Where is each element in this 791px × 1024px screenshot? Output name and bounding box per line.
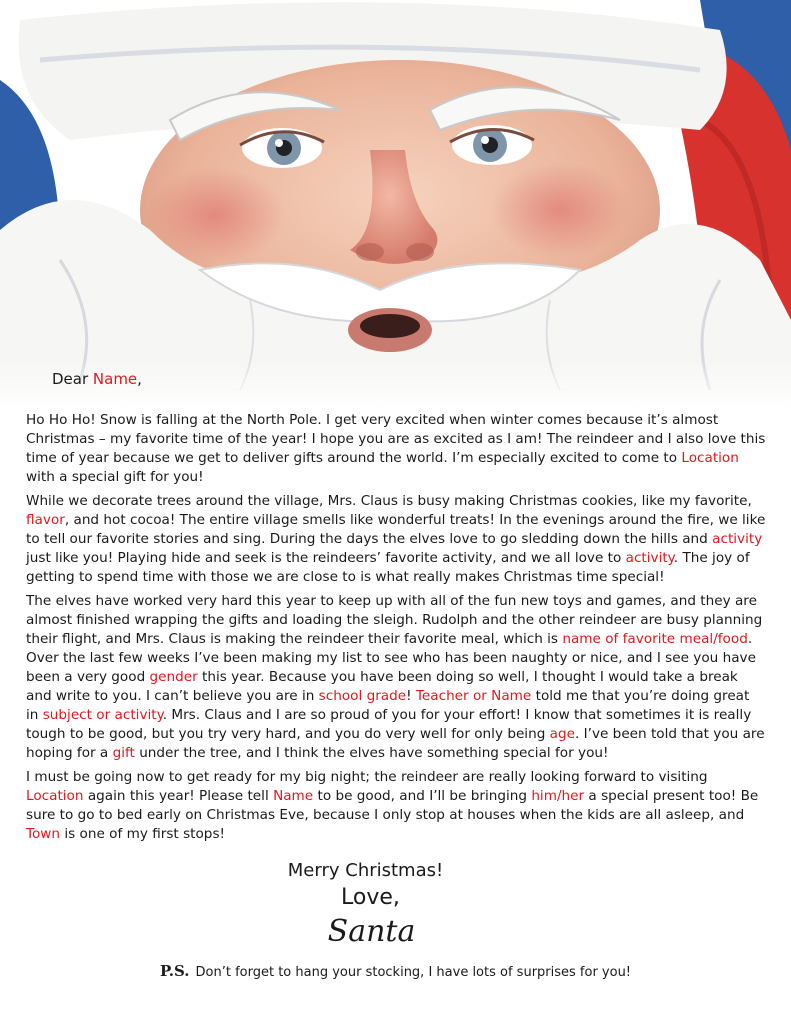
paragraph-text: just like you! Playing hide and seek is the reindeers’ favorite activity, and we all love to [26,550,626,566]
paragraph-text: a special present too! Be sure to go to bed early on Christmas Eve, because I only stop at houses when the kids are all asleep, and [26,788,759,823]
placeholder-text: him/her [531,788,585,804]
placeholder-text: gender [149,669,198,685]
postscript [0,962,791,980]
santa-portrait-illustration [0,0,791,410]
paragraph-text: . The joy of getting to spend time with those we are close to is what really makes Christmas time special! [26,550,750,585]
paragraph-text: this year. Because you have been doing so well, I thought I would take a break and write to you. I can’t believe you are in [26,669,738,704]
placeholder-text: age [549,726,575,742]
placeholder-text: Teacher or Name [415,688,532,704]
placeholder-text: name of favorite meal/food [562,631,748,647]
greeting [52,370,766,389]
greeting-name-placeholder: Name [92,370,138,388]
closing [0,858,791,952]
placeholder-text: activity [625,550,674,566]
paragraph-text: again this year! Please tell [83,788,274,804]
closing-love: Love, [341,885,400,910]
paragraph-text: told me that you’re doing great in [26,688,750,723]
closing-merry-christmas: Merry Christmas! [287,860,444,881]
paragraph-text: is one of my first stops! [60,826,225,842]
ps-text: Don’t forget to hang your stocking, I have lots of surprises for you! [195,965,632,980]
letter-paragraph [26,768,766,844]
placeholder-text: flavor [26,512,65,528]
paragraph-text: . Mrs. Claus and I are so proud of you for your effort! I know that sometimes it is really tough to be good, but you try very hard, and you do very well for only being [26,707,752,742]
letter-paragraph [26,592,766,763]
placeholder-text: Location [26,788,84,804]
placeholder-text: Name [273,788,314,804]
placeholder-text: subject or activity [42,707,163,723]
paragraph-text: . I’ve been told that you are hoping for a [26,726,765,761]
placeholder-text: Town [26,826,61,842]
ps-label: P.S. [159,962,190,980]
placeholder-text: Location [681,450,739,466]
letter-body [26,370,766,849]
placeholder-text: activity [712,531,763,547]
signature: Santa [327,914,416,949]
letter-paragraph [26,411,766,487]
paragraph-text: , and hot cocoa! The entire village smells like wonderful treats! In the evenings around the fire, we like to tell our favorite stories and sing. During the days the elves love to go sledding down the hills and [26,512,766,547]
paragraph-text: to be good, and I’ll be bringing [313,788,532,804]
placeholder-text: gift [112,745,135,761]
paragraph-text: under the tree, and I think the elves have something special for you! [134,745,609,761]
greeting-prefix: Dear [52,370,93,388]
letter-paragraph [26,492,766,587]
placeholder-text: school grade [318,688,407,704]
paragraph-text: Ho Ho Ho! Snow is falling at the North Pole. I get very excited when winter comes because it’s almost Christmas – my favorite time of the year! I hope you are as excited as I am! The reindeer and I also love this time of year because we get to deliver gifts around the world. I’m especially excited to come to [26,412,766,466]
paragraph-text: with a special gift for you! [26,469,204,485]
paragraph-text: The elves have worked very hard this year to keep up with all of the fun new toys and games, and they are almost finished wrapping the gifts and loading the sleigh. Rudolph and the other reindeer are busy planning their flight, and Mrs. Claus is making the reindeer their favorite meal, which is [26,593,763,647]
paragraph-text: While we decorate trees around the village, Mrs. Claus is busy making Christmas cookies, like my favorite, [26,493,752,509]
paragraph-text: . Over the last few weeks I’ve been making my list to see who has been naughty or nice, and I see you have been a very good [26,631,756,685]
greeting-suffix: , [137,370,142,388]
paragraph-text: I must be going now to get ready for my big night; the reindeer are really looking forward to visiting [26,769,708,785]
paragraph-text: ! [406,688,416,704]
letter-paragraphs [26,411,766,844]
